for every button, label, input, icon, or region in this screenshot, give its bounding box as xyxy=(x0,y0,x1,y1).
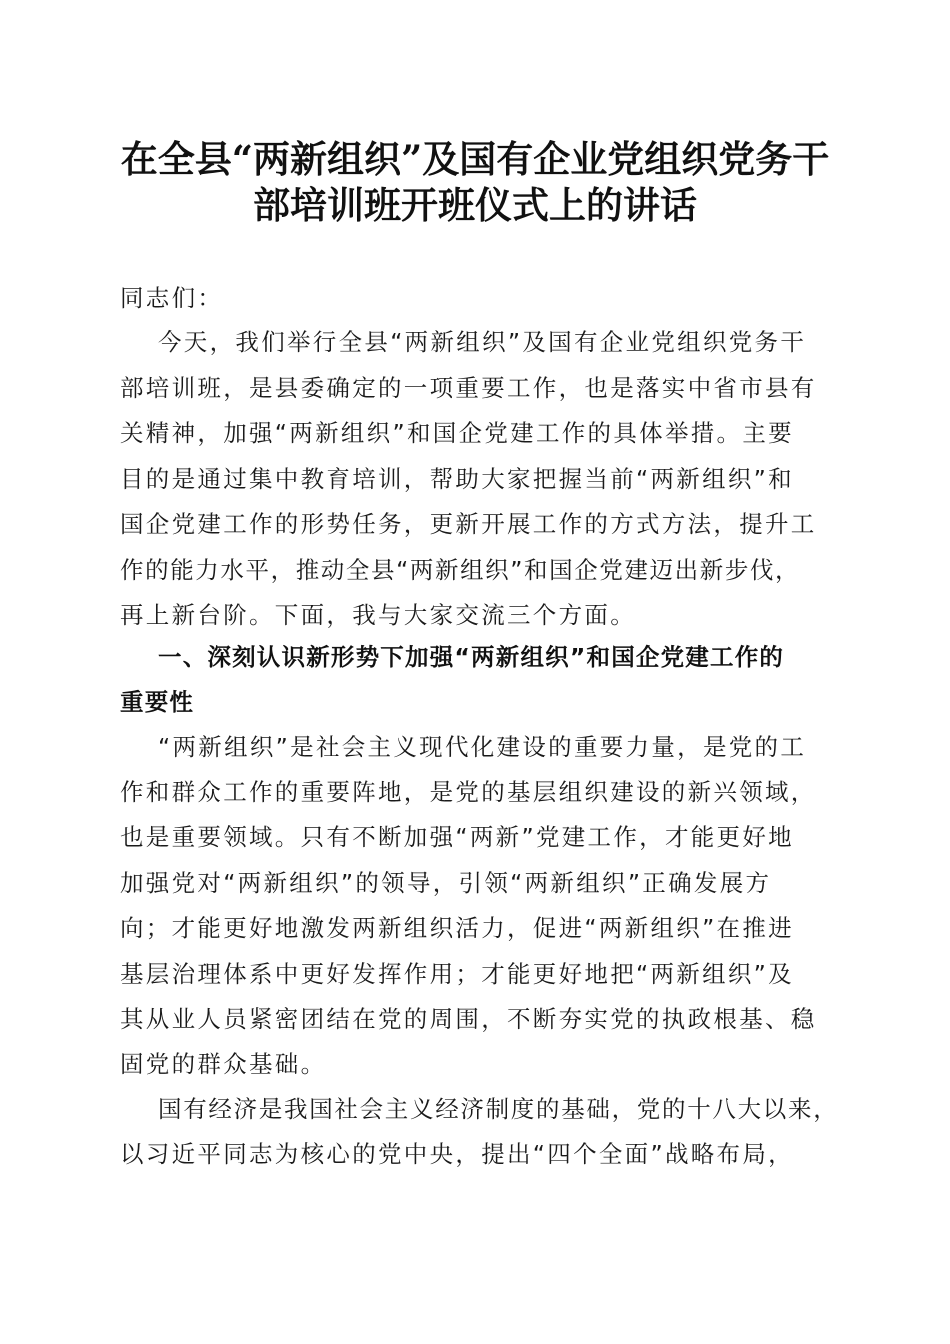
paragraph-1-line: 部培训班，是县委确定的一项重要工作，也是落实中省市县有 xyxy=(120,374,817,402)
paragraph-1-line: 再上新台阶。下面，我与大家交流三个方面。 xyxy=(120,601,636,629)
paragraph-1-line: 关精神，加强“两新组织”和国企党建工作的具体举措。主要 xyxy=(120,419,794,447)
paragraph-2-line: 向；才能更好地激发两新组织活力，促进“两新组织”在推进 xyxy=(120,914,794,942)
paragraph-2-line: 加强党对“两新组织”的领导，引领“两新组织”正确发展方 xyxy=(120,869,772,897)
document-title-line-2: 部培训班开班仪式上的讲话 xyxy=(253,183,697,227)
paragraph-2-line: 其从业人员紧密团结在党的周围，不断夯实党的执政根基、稳 xyxy=(120,1005,817,1033)
paragraph-1-line: 目的是通过集中教育培训，帮助大家把握当前“两新组织”和 xyxy=(120,465,794,493)
paragraph-3-line: 以习近平同志为核心的党中央，提出“四个全面”战略布局， xyxy=(120,1140,794,1168)
paragraph-1-line: 国企党建工作的形势任务，更新开展工作的方式方法，提升工 xyxy=(120,510,817,538)
document-title-line-1: 在全县“两新组织”及国有企业党组织党务干 xyxy=(120,137,830,181)
section-1-heading-line: 一、深刻认识新形势下加强“两新组织”和国企党建工作的 xyxy=(158,643,785,671)
paragraph-2-line: 作和群众工作的重要阵地，是党的基层组织建设的新兴领域， xyxy=(120,778,817,806)
paragraph-1-line: 今天，我们举行全县“两新组织”及国有企业党组织党务干 xyxy=(158,328,807,356)
paragraph-2-line: 固党的群众基础。 xyxy=(120,1050,327,1078)
paragraph-2-line: 基层治理体系中更好发挥作用；才能更好地把“两新组织”及 xyxy=(120,960,794,988)
paragraph-1-line: 作的能力水平，推动全县“两新组织”和国企党建迈出新步伐， xyxy=(120,556,801,584)
section-1-heading-line: 重要性 xyxy=(120,688,195,716)
salutation: 同志们： xyxy=(120,284,224,312)
paragraph-2-line: “两新组织”是社会主义现代化建设的重要力量，是党的工 xyxy=(158,733,807,761)
paragraph-3-line: 国有经济是我国社会主义经济制度的基础，党的十八大以来， xyxy=(158,1095,839,1123)
paragraph-2-line: 也是重要领域。只有不断加强“两新”党建工作，才能更好地 xyxy=(120,823,794,851)
